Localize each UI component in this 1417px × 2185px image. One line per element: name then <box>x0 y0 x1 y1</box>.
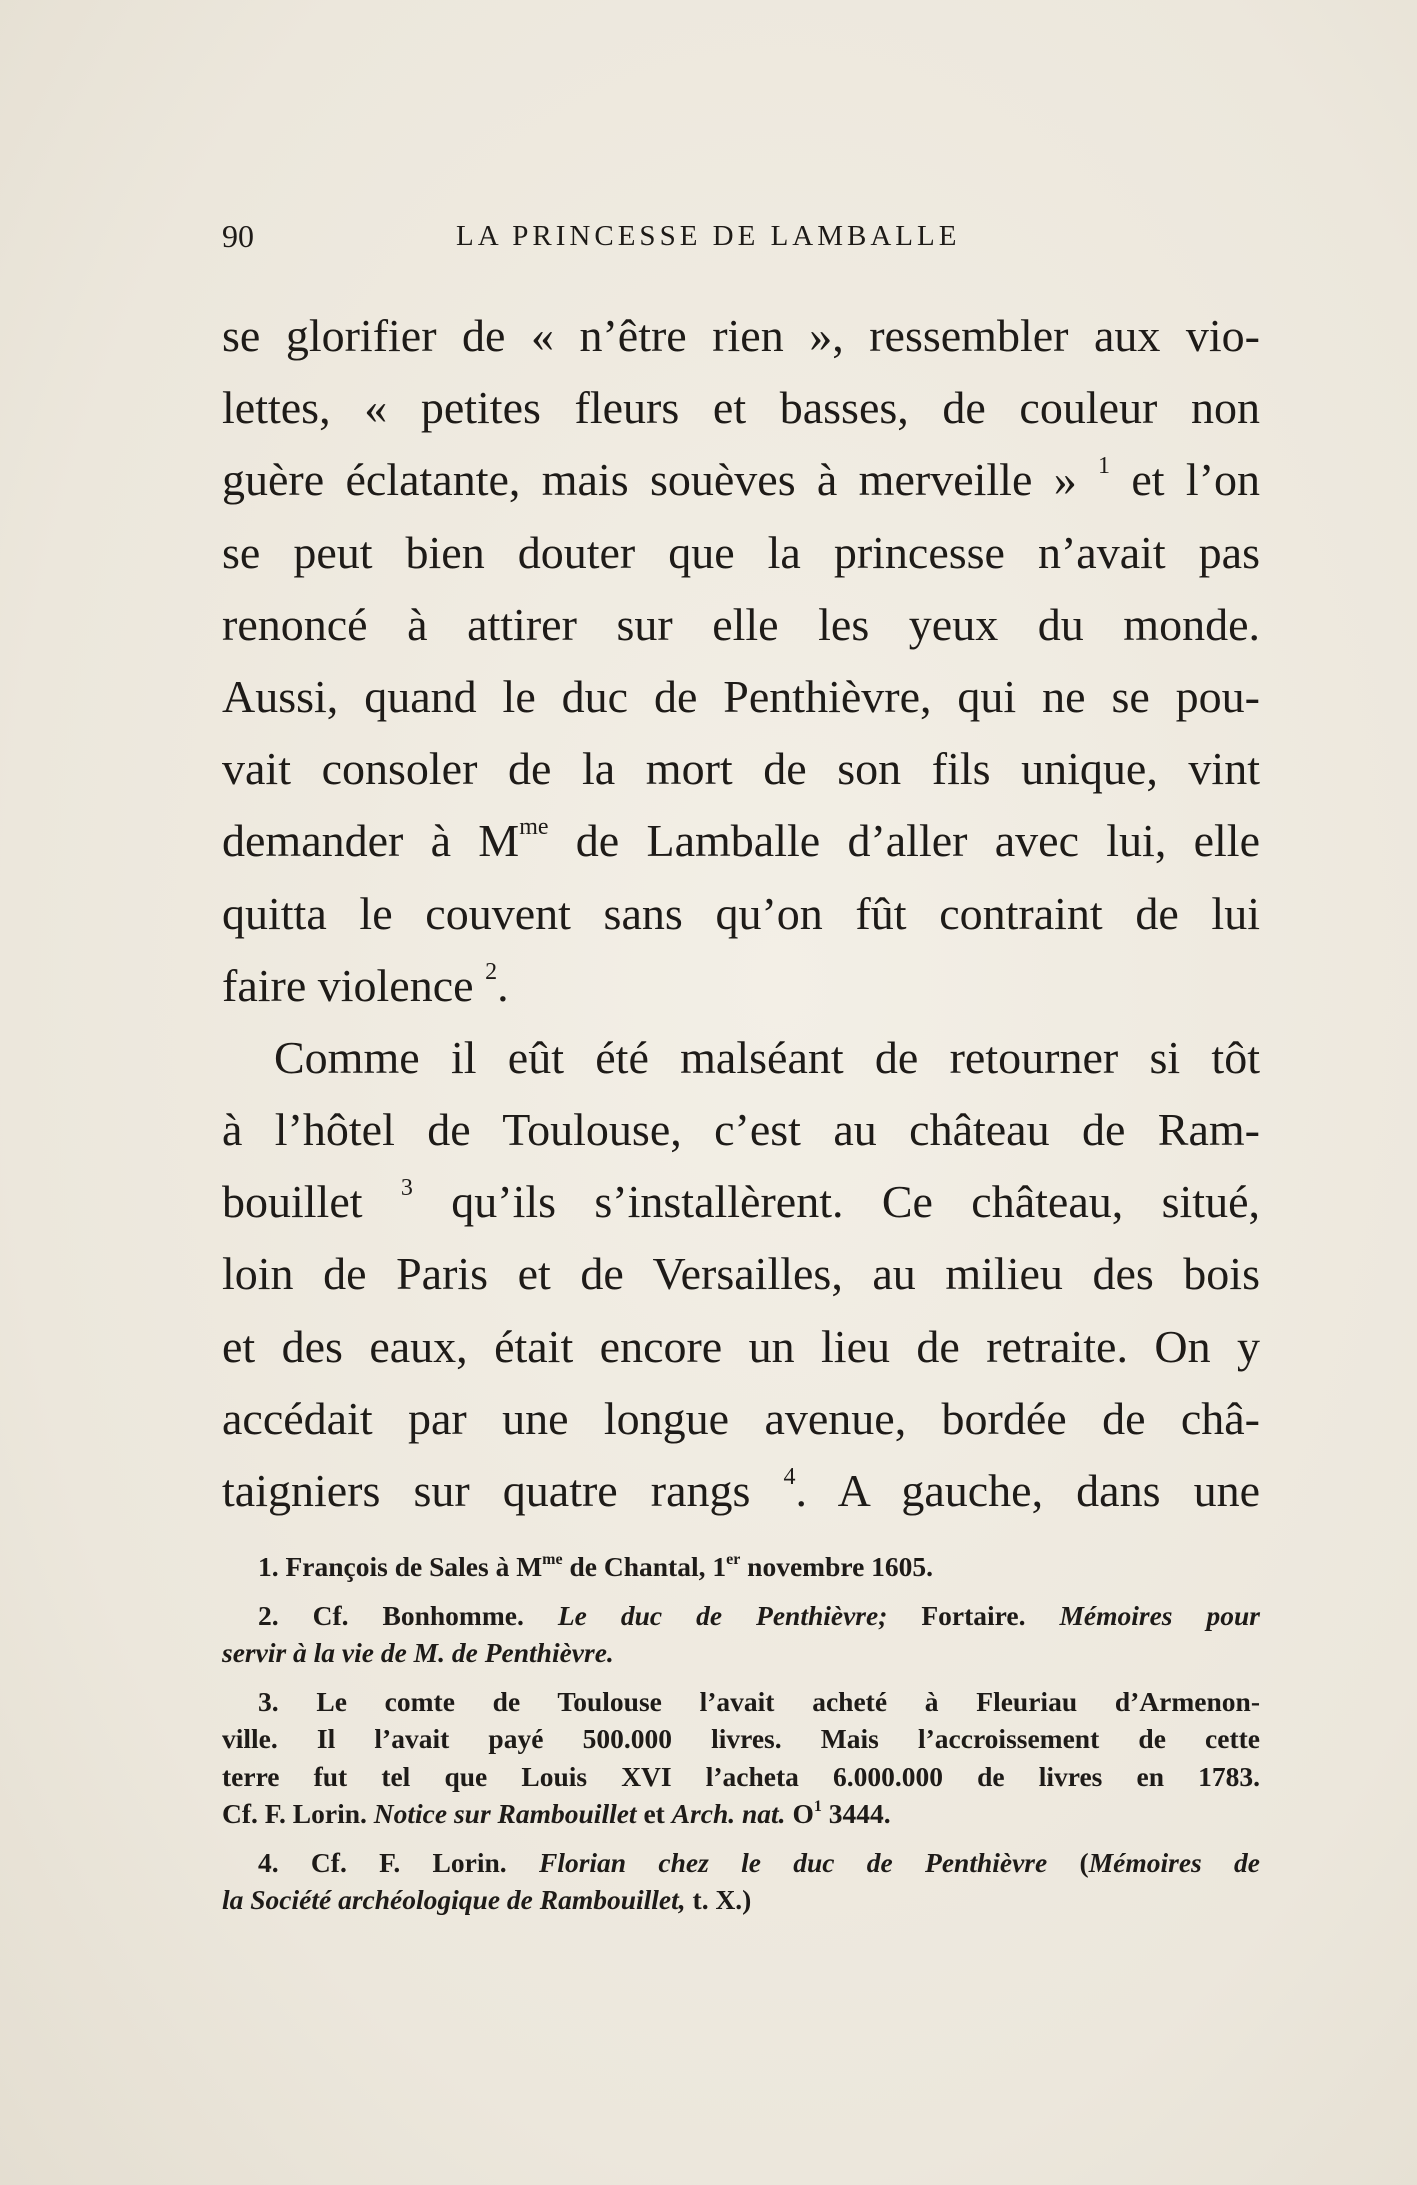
footnote-ref[interactable]: 1 <box>1098 453 1111 480</box>
text-line: bouillet $^3$ qu’ils s’installèrent. Ce château, situé, <box>222 1175 1260 1228</box>
footnote-3-cont: terre fut tel que Louis XVI l’acheta 6.000.000 de livres en 1783. <box>222 1760 1260 1792</box>
text-line: Aussi, quand le duc de Penthièvre, qui ne se pou- <box>222 670 1260 722</box>
footnote-3-cont: ville. Il l’avait payé 500.000 livres. Mais l’accroissement de cette <box>222 1723 1260 1754</box>
footnote-3: 3. Le comte de Toulouse l’avait acheté à Fleuriau d’Armenon- <box>258 1685 1260 1717</box>
text-line: loin de Paris et de Versailles, au milieu des bois <box>222 1248 1260 1300</box>
footnote-4: 4. Cf. F. Lorin. Florian chez le duc de Penthièvre (Mémoires de <box>258 1846 1260 1878</box>
text-line: accédait par une longue avenue, bordée de châ- <box>222 1392 1260 1444</box>
text-line: demander à $M^{me}$ de Lamballe d’aller avec lui, elle <box>222 814 1260 867</box>
text-line: quitta le couvent sans qu’on fût contraint de lui <box>222 887 1260 939</box>
text-line: se peut bien douter que la princesse n’avait pas <box>222 526 1260 578</box>
text-line: se glorifier de « n’être rien », ressembler aux vio- <box>222 310 1260 361</box>
footnote-4-cont: la Société archéologique de Rambouillet, t. X.) <box>222 1884 752 1915</box>
footnote-ref[interactable]: 4 <box>783 1464 796 1490</box>
footnote-2-cont: servir à la vie de M. de Penthièvre. <box>222 1637 614 1668</box>
footnote-ref[interactable]: 2 <box>485 958 498 985</box>
page-number: 90 <box>222 218 254 254</box>
text-line: guère éclatante, mais souèves à merveille » $^1$ et l’on <box>222 453 1261 506</box>
text-line: vait consoler de la mort de son fils unique, vint <box>222 743 1260 795</box>
text-line: et des eaux, était encore un lieu de retraite. On y <box>222 1320 1260 1372</box>
footnote-1: 1. François de Sales à $M^{me}$ de Chantal, 1er novembre 1605. <box>258 1551 934 1582</box>
body-text <box>222 300 1260 1527</box>
text-line: à l’hôtel de Toulouse, c’est au château de Ram- <box>222 1104 1260 1156</box>
running-header <box>222 218 1262 262</box>
paragraph-1 <box>222 300 1260 1022</box>
footnote-2: 2. Cf. Bonhomme. Le duc de Penthièvre; Fortaire. Mémoires pour <box>258 1599 1260 1631</box>
paragraph-2 <box>222 1022 1260 1527</box>
text-line: Comme il eût été malséant de retourner si tôt <box>274 1031 1260 1083</box>
footnote-3-cont: Cf. F. Lorin. Notice sur Rambouillet et Arch. nat. $O^1$ 3444. <box>222 1798 891 1829</box>
text-line: taigniers sur quatre rangs $^4$. A gauche, dans une <box>222 1464 1260 1516</box>
text-line: lettes, « petites fleurs et basses, de couleur non <box>222 382 1260 434</box>
footnote-ref[interactable]: 3 <box>400 1175 413 1202</box>
running-title: LA PRINCESSE DE LAMBALLE <box>456 220 961 252</box>
text-line: renoncé à attirer sur elle les yeux du monde. <box>222 598 1260 650</box>
text-line: faire violence $^2$. <box>222 958 509 1011</box>
footnotes <box>222 1548 1260 1919</box>
superscript: me <box>519 814 549 841</box>
